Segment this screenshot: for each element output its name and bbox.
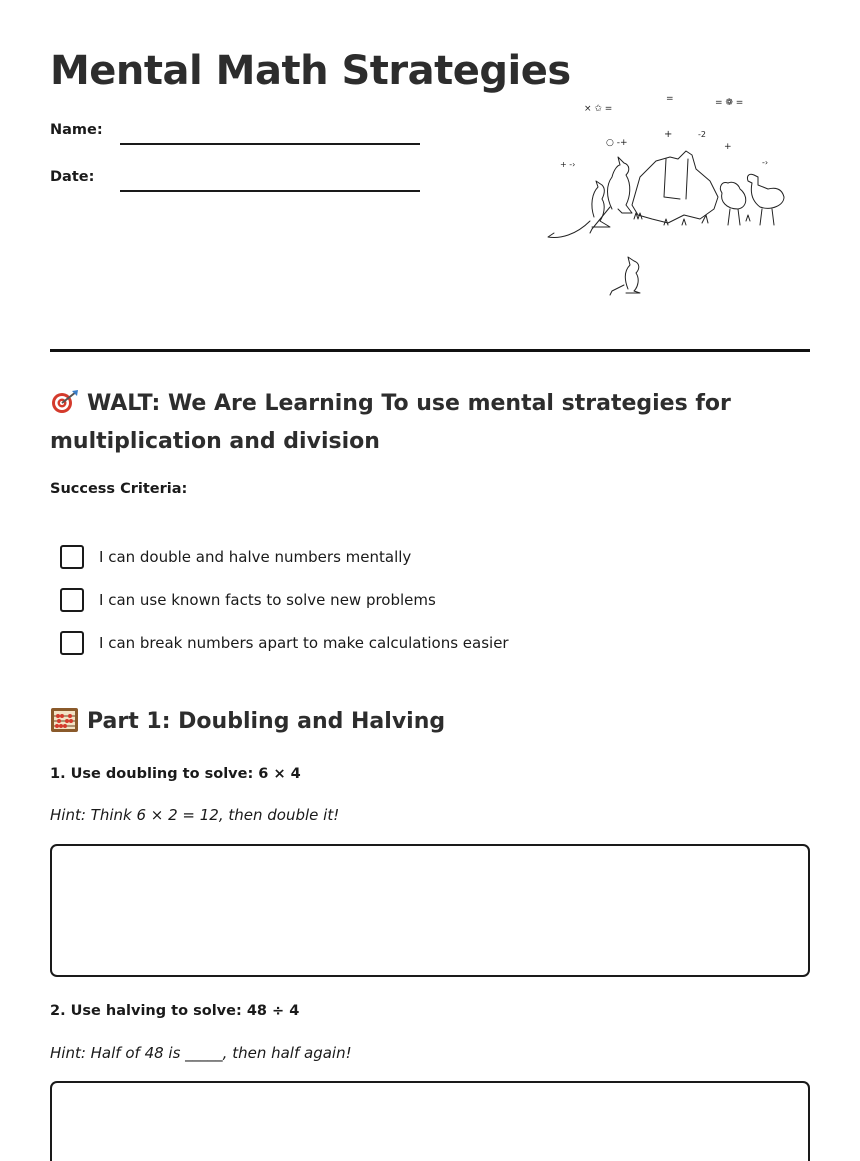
question-2-hint: Hint: Half of 48 is _____, then half again! <box>50 1044 352 1062</box>
svg-text:-2: -2 <box>698 130 706 139</box>
svg-text:= ❁ =: = ❁ = <box>715 98 744 108</box>
svg-text:+ -›: + -› <box>560 160 576 169</box>
criteria-checkbox[interactable] <box>60 588 84 612</box>
target-icon <box>50 389 79 415</box>
svg-text:× ✩ =: × ✩ = <box>584 104 613 114</box>
criteria-text: I can break numbers apart to make calculations easier <box>99 634 509 652</box>
question-2-prompt: 2. Use halving to solve: 48 ÷ 4 <box>50 1003 300 1019</box>
name-field[interactable] <box>120 143 420 145</box>
question-1-hint: Hint: Think 6 × 2 = 12, then double it! <box>50 806 340 824</box>
header-divider <box>50 349 810 352</box>
svg-text:-›: -› <box>762 158 769 167</box>
name-label: Name: <box>50 122 103 138</box>
walt-heading-text: WALT: We Are Learning To use mental strategies for multiplication and division <box>50 391 731 454</box>
walt-heading <box>50 385 770 461</box>
criteria-checkbox[interactable] <box>60 631 84 655</box>
abacus-icon <box>50 707 79 733</box>
date-label: Date: <box>50 169 95 185</box>
success-criteria-label: Success Criteria: <box>50 481 188 497</box>
criteria-checkbox[interactable] <box>60 545 84 569</box>
question-2-answer-box[interactable] <box>50 1081 810 1161</box>
date-field[interactable] <box>120 190 420 192</box>
svg-text:+: + <box>724 142 732 152</box>
criteria-item[interactable] <box>60 588 436 612</box>
question-1-answer-box[interactable] <box>50 844 810 977</box>
part1-heading <box>50 703 770 741</box>
svg-text:+: + <box>664 129 673 140</box>
criteria-item[interactable] <box>60 545 411 569</box>
svg-text:=: = <box>666 94 674 104</box>
criteria-text: I can double and halve numbers mentally <box>99 548 412 566</box>
question-1-prompt: 1. Use doubling to solve: 6 × 4 <box>50 766 301 782</box>
page-title: Mental Math Strategies <box>50 48 571 94</box>
part1-heading-text: Part 1: Doubling and Halving <box>87 709 446 734</box>
criteria-text: I can use known facts to solve new problems <box>99 591 436 609</box>
kangaroo-emu-australia-illustration <box>540 85 800 300</box>
svg-text:○ -+: ○ -+ <box>606 138 628 148</box>
criteria-item[interactable] <box>60 631 509 655</box>
